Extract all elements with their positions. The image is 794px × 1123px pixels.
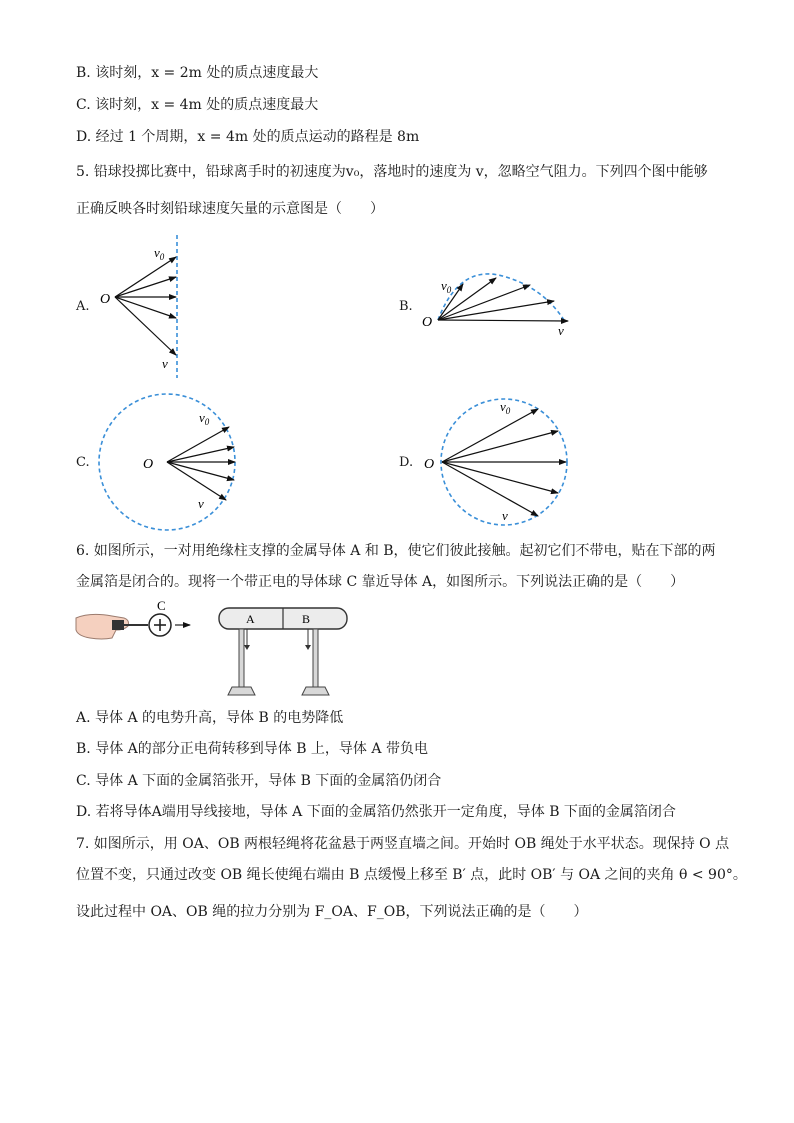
q5-stem-line1: 5. 铅球投掷比赛中，铅球离手时的初速度为v₀，落地时的速度为 v，忽略空气阻力。下列四个图中能够 xyxy=(76,164,708,180)
q6-option-c: C. 导体 A 下面的金属箔张开，导体 B 下面的金属箔仍闭合 xyxy=(76,773,442,789)
conductor-a-label: A xyxy=(246,612,255,626)
q6-option-d: D. 若将导体A端用导线接地，导体 A 下面的金属箔仍然张开一定角度，导体 B 下面的金属箔闭合 xyxy=(76,804,676,820)
q4-option-c: C. 该时刻，x = 4m 处的质点速度最大 xyxy=(76,97,319,113)
v-label: v xyxy=(558,323,564,338)
origin-label: O xyxy=(100,292,111,307)
q5-stem-line2: 正确反映各时刻铅球速度矢量的示意图是（ ） xyxy=(76,201,384,217)
v0-label: $v_0$ xyxy=(500,399,511,416)
origin-label: O xyxy=(422,315,433,330)
v-label: v xyxy=(502,508,508,523)
q5-figure-c-label: C. xyxy=(76,455,90,470)
v0-label: $v_0$ xyxy=(441,278,452,295)
q6-stem-line1: 6. 如图所示，一对用绝缘柱支撑的金属导体 A 和 B，使它们彼此接触。起初它们不带电，贴在下部的两 xyxy=(76,543,716,559)
q4-option-b: B. 该时刻，x = 2m 处的质点速度最大 xyxy=(76,65,319,81)
conductor-b-label: B xyxy=(302,612,311,626)
q5-figure-b xyxy=(418,268,578,338)
insulating-stand-right xyxy=(302,629,329,695)
q6-option-a: A. 导体 A 的电势升高，导体 B 的电势降低 xyxy=(76,710,344,726)
q5-figure-c xyxy=(95,390,245,535)
q5-figure-d xyxy=(420,395,580,530)
q4-option-d: D. 经过 1 个周期，x = 4m 处的质点运动的路程是 8m xyxy=(76,129,420,145)
hand-holding-rod xyxy=(76,614,148,639)
conductor-ab xyxy=(219,608,347,650)
charged-sphere-c xyxy=(149,598,171,636)
q6-figure xyxy=(72,598,372,703)
q7-stem-line3: 设此过程中 OA、OB 绳的拉力分别为 F_OA、F_OB，下列说法正确的是（ ） xyxy=(76,904,588,920)
q7-stem-line2: 位置不变，只通过改变 OB 绳长使绳右端由 B 点缓慢上移至 B′ 点，此时 OB′ 与 OA 之间的夹角 θ < 90°。 xyxy=(76,867,747,883)
v0-label: $v_0$ xyxy=(199,410,210,427)
v0-label: $v_0$ xyxy=(154,245,165,262)
q5-figure-b-label: B. xyxy=(399,299,413,314)
q5-figure-a xyxy=(90,230,200,380)
q6-stem-line2: 金属箔是闭合的。现将一个带正电的导体球 C 靠近导体 A，如图所示。下列说法正确的是（ ） xyxy=(76,574,685,590)
origin-label: O xyxy=(424,457,435,472)
q6-option-b: B. 导体 A的部分正电荷转移到导体 B 上，导体 A 带负电 xyxy=(76,741,428,757)
origin-label: O xyxy=(143,457,154,472)
v-label: v xyxy=(162,356,168,371)
v-label: v xyxy=(198,496,204,511)
q5-figure-a-label: A. xyxy=(76,299,90,314)
q7-stem-line1: 7. 如图所示，用 OA、OB 两根轻绳将花盆悬于两竖直墙之间。开始时 OB 绳处于水平状态。现保持 O 点 xyxy=(76,836,730,852)
sphere-c-label: C xyxy=(157,598,166,613)
insulating-stand-left xyxy=(228,629,255,695)
q5-figure-d-label: D. xyxy=(399,455,414,470)
